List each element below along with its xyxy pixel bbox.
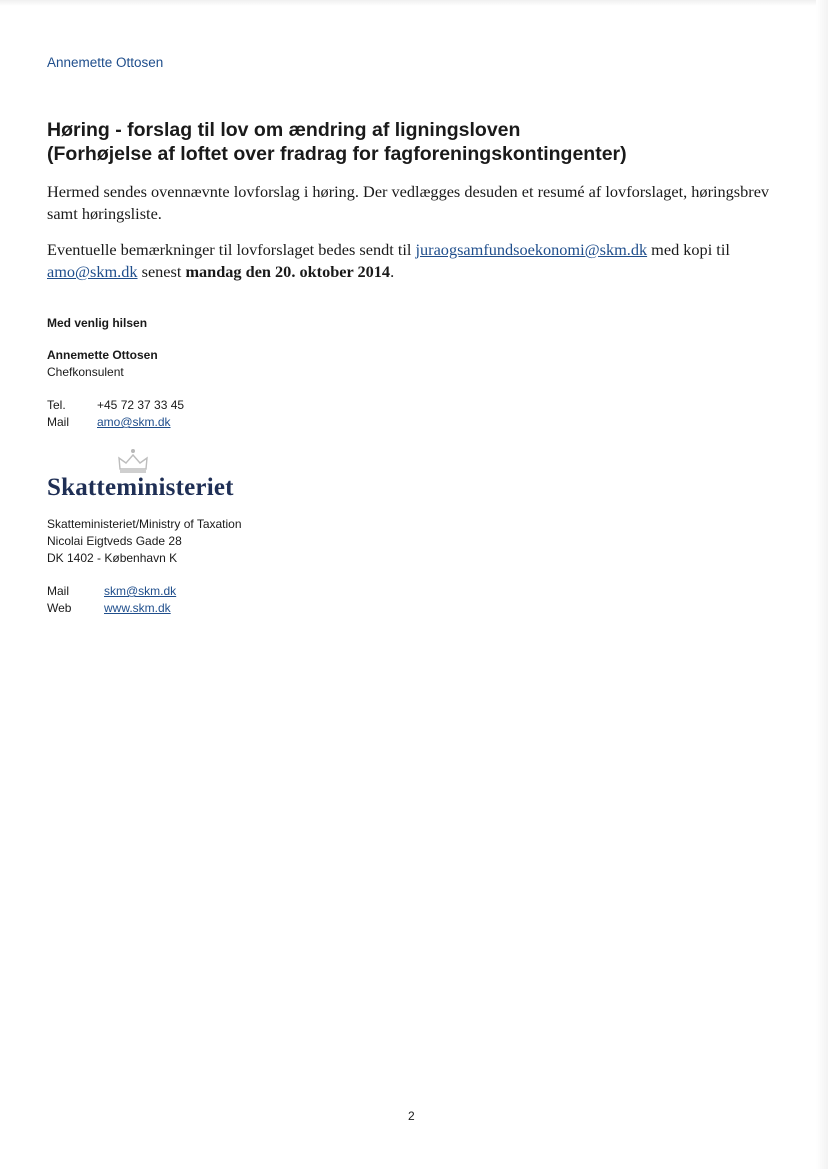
ministry-web-row	[47, 600, 171, 617]
deadline-date: mandag den 20. oktober 2014	[185, 262, 391, 281]
document-title	[47, 118, 787, 166]
ministry-web-link[interactable]: www.skm.dk	[104, 601, 171, 615]
paragraph-2-end: .	[390, 262, 395, 281]
title-line-2: (Forhøjelse af loftet over fradrag for fagforeningskontingenter)	[47, 143, 627, 165]
contact-mail-row	[47, 414, 171, 431]
ministry-logo: Skatteministeriet	[47, 474, 234, 501]
paragraph-2-mid: med kopi til	[647, 240, 730, 259]
ministry-web-label: Web	[47, 601, 72, 615]
address-line-2: Nicolai Eigtveds Gade 28	[47, 534, 182, 548]
sender-name: Annemette Ottosen	[47, 55, 164, 70]
page-number: 2	[408, 1109, 415, 1123]
mail-link-amo[interactable]: amo@skm.dk	[97, 415, 171, 429]
signature-job-title: Chefkonsulent	[47, 365, 124, 379]
address-line-3: DK 1402 - København K	[47, 551, 178, 565]
page-edge-right	[816, 0, 828, 1169]
signature-name: Annemette Ottosen	[47, 348, 158, 362]
crown-icon	[116, 447, 150, 477]
ministry-mail-link[interactable]: skm@skm.dk	[104, 584, 177, 598]
tel-value: +45 72 37 33 45	[97, 398, 185, 412]
title-line-1: Høring - forslag til lov om ændring af ligningsloven	[47, 119, 521, 141]
ministry-mail-label: Mail	[47, 584, 70, 598]
body-paragraph-2	[47, 239, 787, 283]
page-edge	[0, 0, 828, 6]
email-link-juraogsamfund[interactable]: juraogsamfundsoekonomi@skm.dk	[415, 240, 648, 259]
contact-tel-row	[47, 397, 184, 414]
body-paragraph-1: Hermed sendes ovennævnte lovforslag i høring. Der vedlægges desuden et resumé af lovforslaget, høringsbrev samt høringsliste.	[47, 182, 770, 223]
address-line-1: Skatteministeriet/Ministry of Taxation	[47, 517, 242, 531]
tel-label: Tel.	[47, 398, 66, 412]
mail-label: Mail	[47, 415, 70, 429]
paragraph-2-after: senest	[137, 262, 186, 281]
closing-greeting: Med venlig hilsen	[47, 316, 148, 330]
email-link-amo[interactable]: amo@skm.dk	[47, 262, 138, 281]
paragraph-2-intro: Eventuelle bemærkninger til lovforslaget bedes sendt til	[47, 240, 416, 259]
ministry-mail-row	[47, 583, 176, 600]
